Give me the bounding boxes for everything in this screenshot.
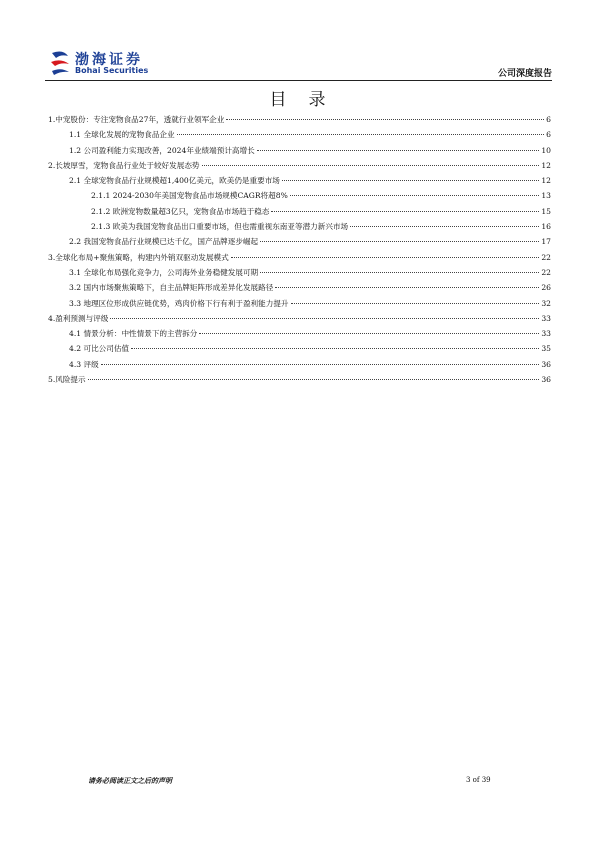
toc-leader-dots (260, 272, 539, 273)
toc-title: 目录 (269, 90, 348, 110)
toc-leader-dots (257, 150, 540, 151)
toc-entry-title: 3.1 全球化布局强化竞争力，公司海外业务稳健发展可期 (69, 267, 259, 277)
toc-leader-dots (231, 257, 540, 258)
logo-chinese-name: 渤海证券 (75, 52, 143, 68)
toc-entry-title: 1.中宠股份：专注宠物食品27年，透就行业领军企业 (48, 115, 225, 124)
toc-entry-title: 2.2 我国宠物食品行业规模已达千亿，国产品牌逐步崛起 (69, 237, 259, 247)
toc-entry-page: 22 (541, 267, 551, 277)
toc-leader-dots (88, 379, 540, 380)
toc-leader-dots (291, 303, 540, 304)
toc-entry-title: 3.3 地理区位形成供应链优势，鸡肉价格下行有利于盈利能力提升 (69, 298, 289, 308)
toc-entry-page: 36 (541, 359, 551, 369)
bohai-logo-icon (49, 50, 71, 76)
toc-entry-page: 17 (541, 237, 551, 247)
toc-entry[interactable] (48, 267, 551, 282)
toc-entry[interactable] (48, 282, 551, 297)
report-type-label: 公司深度报告 (497, 69, 552, 79)
toc-entry-page: 6 (546, 130, 551, 140)
toc-entry[interactable] (48, 206, 551, 221)
toc-entry-page: 6 (546, 115, 551, 124)
toc-entry-title: 2.长坡厚雪，宠物食品行业处于较好发展态势 (48, 160, 200, 170)
toc-entry-title: 3.2 国内市场聚焦策略下，自主品牌矩阵形成差异化发展路径 (69, 283, 274, 293)
toc-entry[interactable] (48, 328, 551, 343)
toc-entry[interactable] (48, 343, 551, 358)
toc-entry-page: 16 (541, 222, 551, 232)
toc-entry[interactable] (48, 221, 551, 236)
toc-entry-title: 1.1 全球化发展的宠物食品企业 (69, 130, 175, 140)
toc-entry-page: 10 (541, 145, 551, 155)
table-of-contents (48, 114, 551, 389)
bohai-logo (45, 48, 175, 80)
toc-entry-page: 22 (541, 252, 551, 262)
toc-leader-dots (290, 195, 540, 196)
toc-entry-page: 36 (541, 375, 551, 385)
toc-leader-dots (101, 364, 540, 365)
toc-entry[interactable] (48, 175, 551, 190)
toc-leader-dots (110, 318, 539, 319)
toc-leader-dots (260, 241, 539, 242)
toc-entry-title: 4.2 可比公司估值 (69, 344, 130, 354)
toc-entry-page: 32 (541, 298, 551, 308)
toc-entry[interactable] (48, 160, 551, 175)
toc-entry-page: 12 (541, 176, 551, 186)
toc-leader-dots (282, 180, 539, 181)
toc-entry-title: 4.1 情景分析：中性情景下的主营拆分 (69, 329, 198, 339)
page-header (45, 48, 552, 82)
toc-entry[interactable] (48, 236, 551, 251)
page-number: 3 of 39 (466, 776, 491, 784)
toc-entry[interactable] (48, 298, 551, 313)
toc-entry-title: 4.3 评级 (69, 359, 99, 369)
toc-entry[interactable] (48, 114, 551, 129)
toc-entry[interactable] (48, 145, 551, 160)
toc-entry-page: 13 (541, 191, 551, 201)
toc-entry-page: 12 (541, 160, 551, 170)
toc-entry-title: 3.全球化布局+聚焦策略，构建内外销双驱动发展模式 (48, 252, 229, 262)
toc-leader-dots (275, 287, 539, 288)
toc-entry[interactable] (48, 359, 551, 374)
toc-entry-title: 4.盈利预测与评级 (48, 313, 109, 323)
toc-entry-page: 15 (541, 206, 551, 216)
toc-entry-page: 33 (541, 329, 551, 339)
toc-leader-dots (177, 134, 545, 135)
toc-entry-title: 2.1.3 欧美为我国宠物食品出口重要市场，但也需重视东南亚等潜力新兴市场 (91, 222, 349, 232)
toc-entry-title: 5.风险提示 (48, 375, 86, 385)
toc-leader-dots (226, 119, 544, 120)
toc-entry[interactable] (48, 190, 551, 205)
toc-entry-title: 2.1.1 2024-2030年美国宠物食品市场规模CAGR将超8% (91, 191, 288, 201)
toc-entry[interactable] (48, 252, 551, 267)
header-divider (45, 80, 552, 81)
toc-leader-dots (131, 348, 539, 349)
toc-leader-dots (199, 333, 539, 334)
toc-entry-title: 1.2 公司盈利能力实现改善，2024年业绩端预计高增长 (69, 145, 255, 155)
toc-entry[interactable] (48, 313, 551, 328)
toc-entry[interactable] (48, 374, 551, 389)
disclaimer-note: 请务必阅读正文之后的声明 (88, 777, 172, 785)
logo-english-name: Bohai Securities (75, 66, 149, 75)
toc-entry[interactable] (48, 129, 551, 144)
toc-entry-title: 2.1.2 欧洲宠物数量超3亿只，宠物食品市场趋于稳态 (91, 206, 270, 216)
toc-leader-dots (271, 211, 539, 212)
toc-leader-dots (202, 165, 540, 166)
toc-entry-page: 26 (541, 283, 551, 293)
toc-entry-page: 35 (541, 344, 551, 354)
toc-entry-title: 2.1 全球宠物食品行业规模超1,400亿美元，欧美仍是重要市场 (69, 176, 280, 186)
toc-leader-dots (350, 226, 539, 227)
toc-entry-page: 33 (541, 313, 551, 323)
